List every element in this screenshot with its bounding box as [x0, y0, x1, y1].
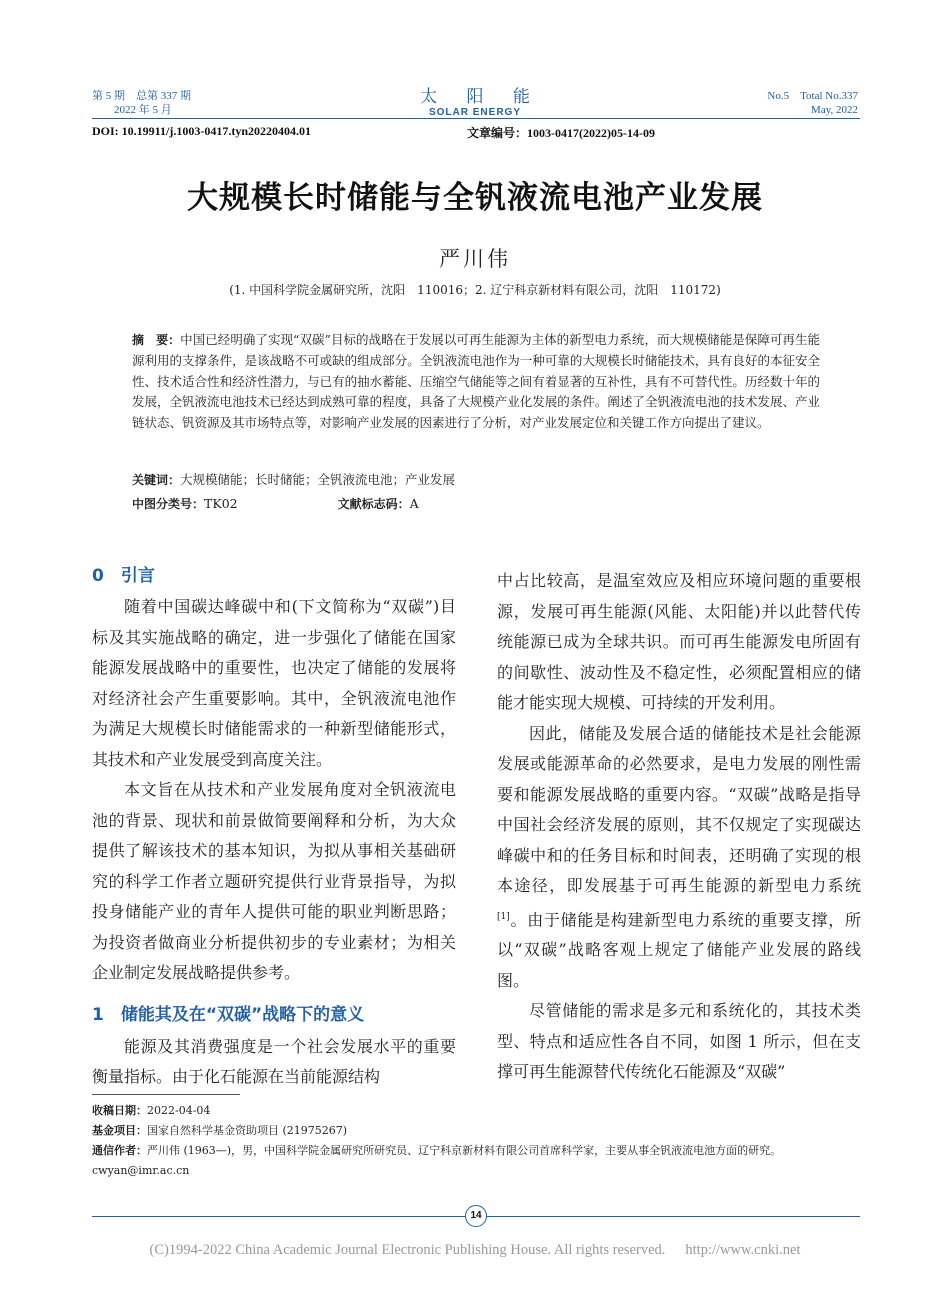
abstract-label: 摘 要：	[132, 333, 181, 347]
abstract-text: 中国已经明确了实现“双碳”目标的战略在于发展以可再生能源为主体的新型电力系统，而大规模储能是保障可再生能源利用的支撑条件，是该战略不可或缺的组成部分。全钒液流电池作为一种可靠的大规模长时储能技术，具有良好的本征安全性、技术适合性和经济性潜力，与已有的抽水蓄能、压缩空气储能等之间有着显著的互补性，具有不可替代性。历经数十年的发展，全钒液流电池技术已经达到成熟可靠的程度，具备了大规模产业化发展的条件。阐述了全钒液流电池的技术发展、产业链状态、钒资源及其市场特点等，对影响产业发展的因素进行了分析，对产业发展定位和关键工作方向提出了建议。	[132, 332, 820, 431]
left-column	[92, 566, 456, 1093]
journal-title-cn: 太 阳 能	[420, 87, 542, 107]
affiliation: (1. 中国科学院金属研究所，沈阳 110016；2. 辽宁科京新材料有限公司，沈阳 110172)	[229, 283, 721, 297]
keywords-text: 大规模储能；长时储能；全钒液流电池；产业发展	[180, 472, 456, 487]
right-column	[497, 566, 861, 1088]
clc-code: TK02	[204, 496, 238, 511]
page-title: 大规模长时储能与全钒液流电池产业发展	[187, 180, 763, 216]
issue-number: 第 5 期 总第 337 期	[92, 90, 191, 102]
page-number: 14	[465, 1205, 487, 1227]
paragraph: 能源及其消费强度是一个社会发展水平的重要衡量指标。由于化石能源在当前能源结构	[92, 1036, 456, 1086]
paragraph-text: 因此，储能及发展合适的储能技术是社会能源发展或能源革命的必然要求，是电力发展的刚性需要和能源发展战略的重要内容。“双碳”战略是指导中国社会经济发展的原则，其不仅规定了实现碳达峰碳中和的任务目标和时间表，还明确了实现的根本途径，即发展基于可再生能源的新型电力系统	[497, 723, 861, 895]
doc-code-label: 文献标志码：	[337, 497, 410, 511]
paragraph: 本文旨在从技术和产业发展角度对全钒液流电池的背景、现状和前景做简要阐释和分析，为大众提供了解该技术的基本知识，为拟从事相关基础研究的科学工作者立题研究提供行业背景指导，为拟投身储能产业的青年人提供可能的职业判断思路；为投资者做商业分析提供初步的专业素材；为相关企业制定发展战略提供参考。	[92, 780, 456, 982]
paragraph: 随着中国碳达峰碳中和(下文简称为“双碳”)目标及其实施战略的确定，进一步强化了储能在国家能源发展战略中的重要性，也决定了储能的发展将对经济社会产生重要影响。其中，全钒液流电池作为满足大规模长时储能需求的一种新型储能形式，其技术和产业发展受到高度关注。	[92, 597, 456, 769]
issue-number-en: No.5 Total No.337	[767, 90, 858, 102]
keywords-label: 关键词：	[132, 473, 181, 487]
header-rule	[92, 118, 860, 119]
author-email[interactable]: cwyan@imr.ac.cn	[92, 1164, 190, 1177]
copyright-text: (C)1994-2022 China Academic Journal Electronic Publishing House. All rights reserved.	[149, 1242, 666, 1258]
cnki-watermark	[0, 1242, 950, 1259]
issue-info-en	[767, 89, 858, 117]
footnote-received	[92, 1100, 872, 1121]
paragraph	[497, 719, 861, 997]
clc-label: 中图分类号：	[132, 497, 205, 511]
classification	[132, 495, 419, 512]
paragraph: 尽管储能的需求是多元和系统化的，其技术类型、特点和适应性各自不同，如图 1 所示，但在支撑可再生能源替代传统化石能源及“双碳”	[497, 1001, 861, 1082]
fund-text: 国家自然科学基金资助项目 (21975267)	[147, 1124, 348, 1137]
author-name: 严川伟	[439, 247, 511, 271]
cnki-url[interactable]: http://www.cnki.net	[685, 1242, 801, 1258]
fund-label: 基金项目：	[92, 1124, 147, 1137]
received-date: 2022-04-04	[147, 1104, 211, 1117]
section-heading-introduction: 0 引言	[92, 566, 155, 586]
received-label: 收稿日期：	[92, 1104, 147, 1117]
footnote-author	[92, 1140, 872, 1161]
abstract	[132, 330, 820, 434]
footnote-rule	[92, 1094, 240, 1095]
paragraph: 中占比较高，是温室效应及相应环境问题的重要根源，发展可再生能源(风能、太阳能)并以此替代传统能源已成为全球共识。而可再生能源发电所固有的间歇性、波动性及不稳定性，必须配置相应的储能才能实现大规模、可持续的开发利用。	[497, 571, 861, 712]
paragraph-text: 。由于储能是构建新型电力系统的重要支撑，所以“双碳”战略客观上规定了储能产业发展的路线图。	[497, 909, 861, 990]
article-number: 文章编号：1003-0417(2022)05-14-09	[467, 126, 655, 140]
section-heading-significance: 1 储能其及在“双碳”战略下的意义	[92, 1004, 365, 1025]
doc-code: A	[409, 496, 419, 511]
issue-date-en: May, 2022	[811, 104, 858, 116]
doi: DOI: 10.19911/j.1003-0417.tyn20220404.01	[92, 124, 311, 138]
keywords	[132, 470, 455, 488]
citation-ref[interactable]: [1]	[497, 911, 510, 922]
journal-title-en: SOLAR ENERGY	[428, 107, 521, 118]
footnote-fund	[92, 1120, 872, 1141]
issue-date: 2022 年 5 月	[114, 104, 172, 116]
author-info: 严川伟 (1963—)，男，中国科学院金属研究所研究员、辽宁科京新材料有限公司首席科学家，主要从事全钒液流电池方面的研究。	[147, 1144, 782, 1157]
author-label: 通信作者：	[92, 1144, 147, 1157]
